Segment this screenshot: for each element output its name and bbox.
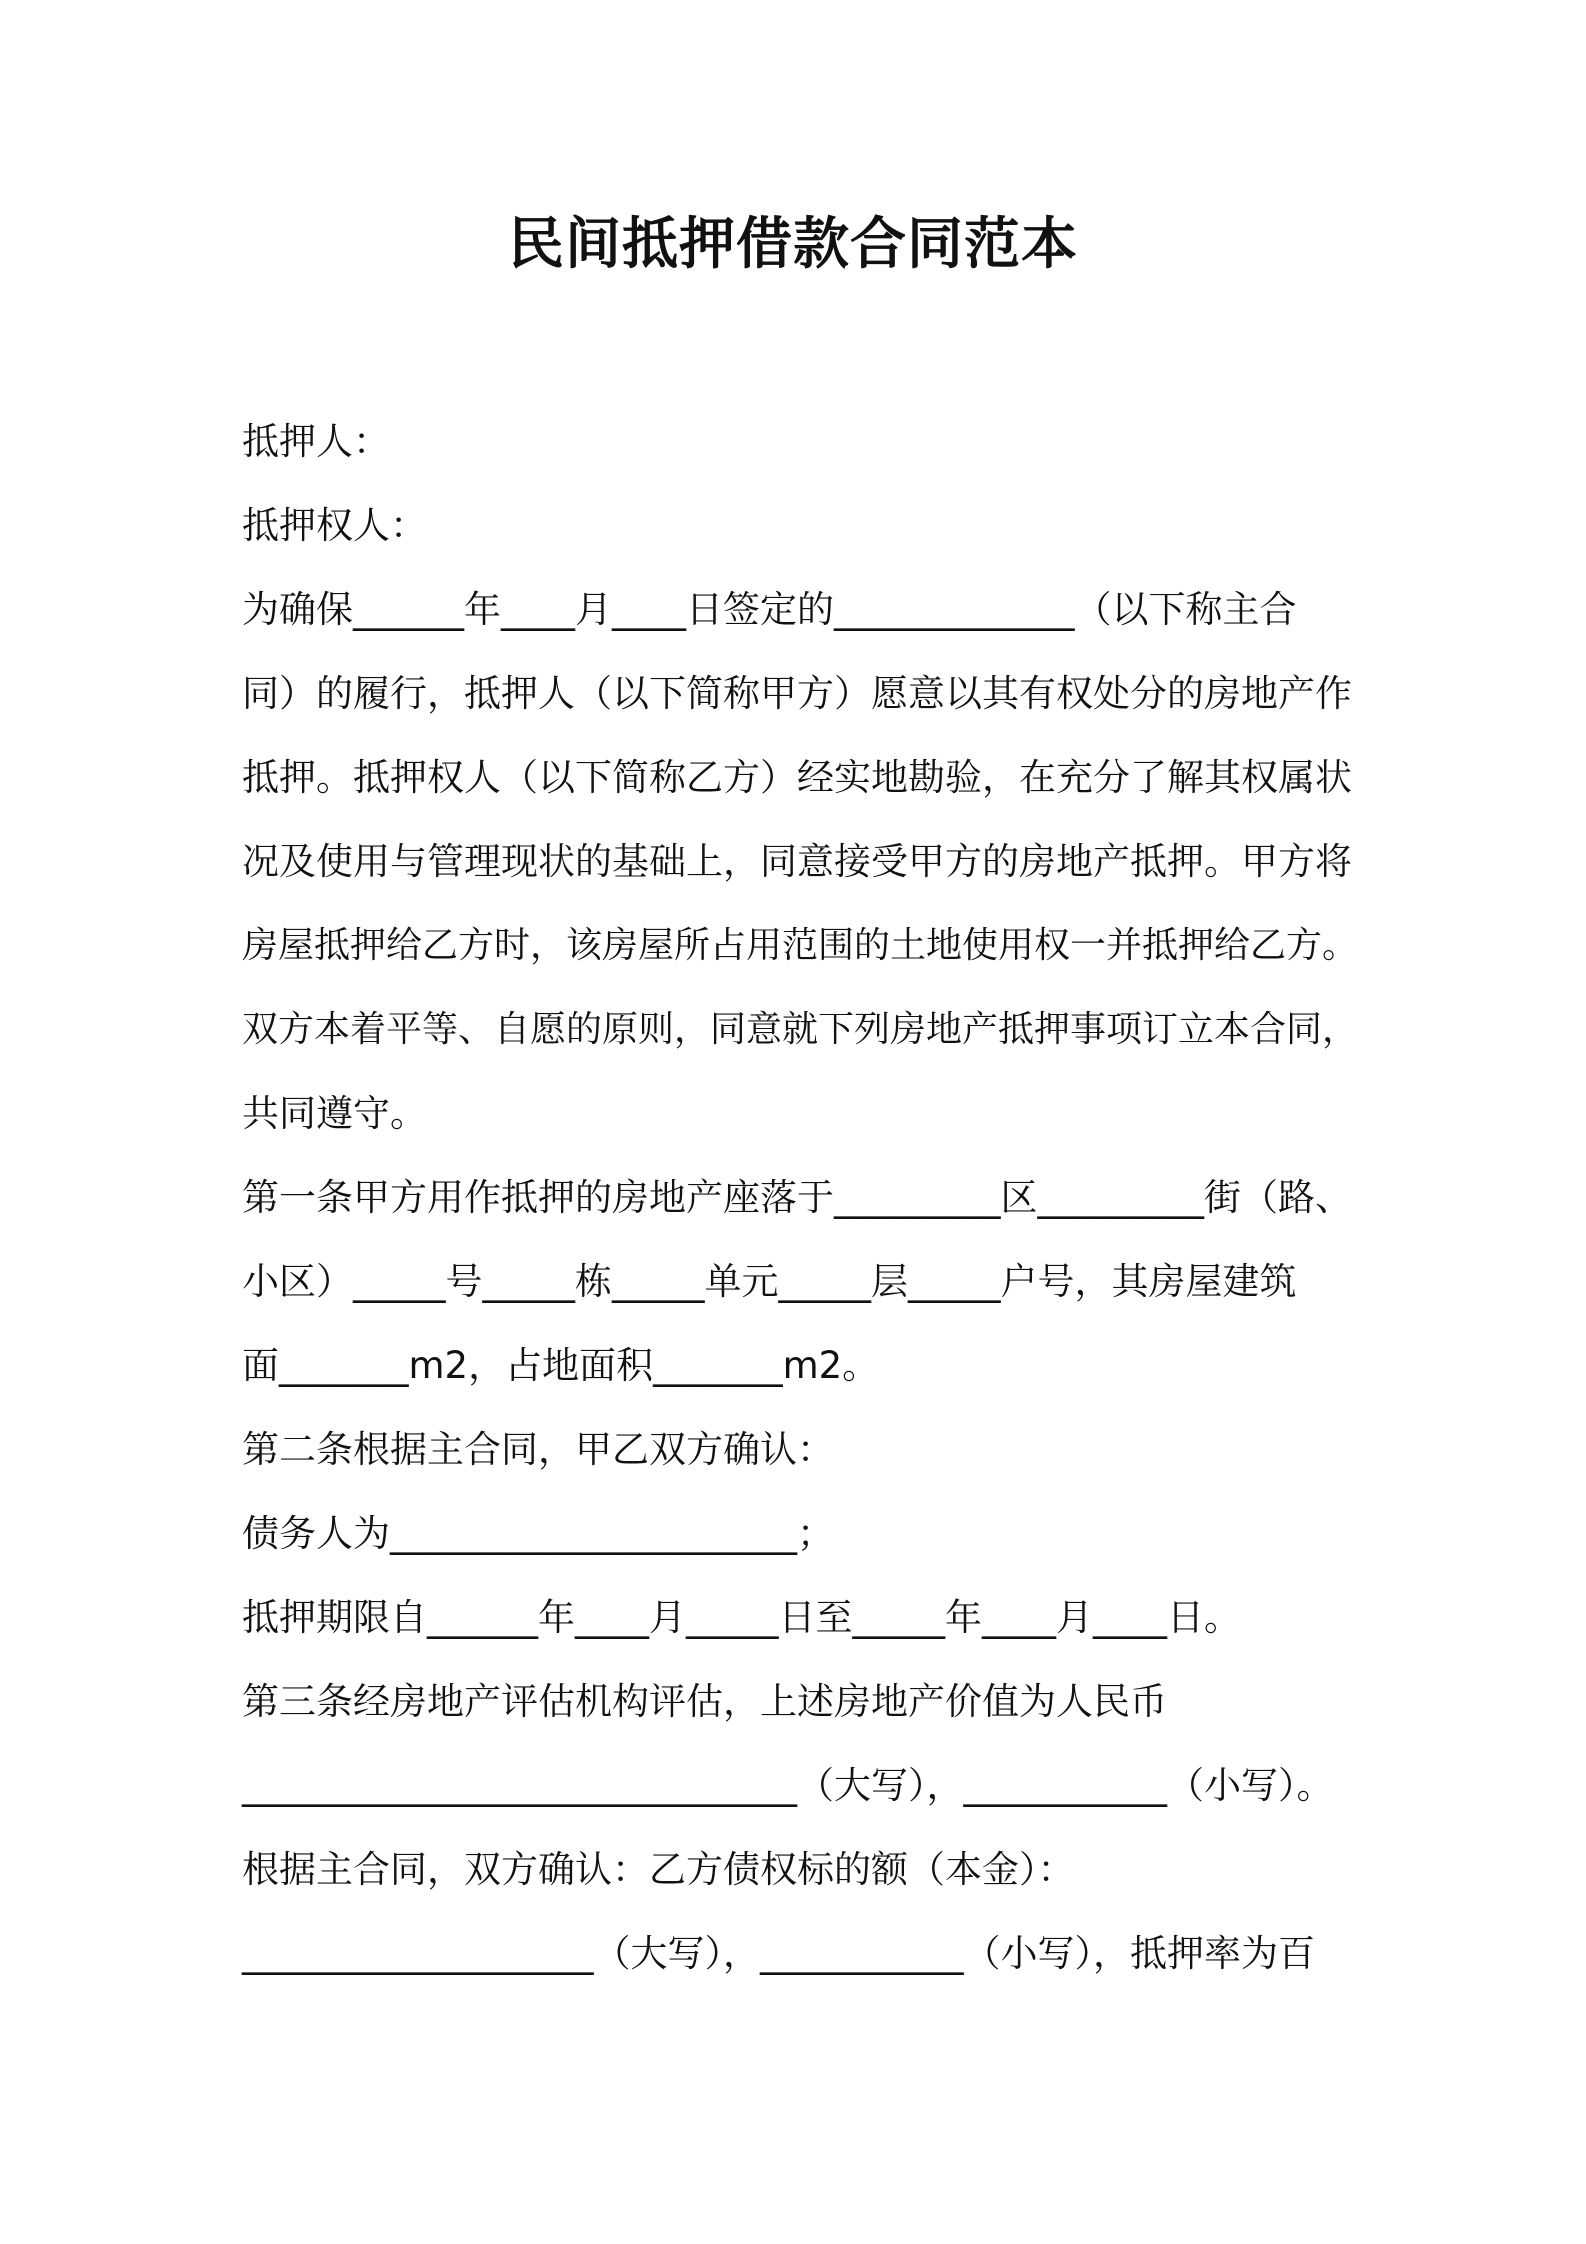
text-line: 况及使用与管理现状的基础上，同意接受甲方的房地产抵押。甲方将	[242, 840, 1352, 883]
text-line: 第三条经房地产评估机构评估，上述房地产价值为人民币	[242, 1680, 1167, 1723]
text-line: 抵押期限自______年____月_____日至_____年____月____日。	[242, 1596, 1241, 1639]
document-title: 民间抵押借款合同范本	[508, 212, 1078, 277]
text-line: 双方本着平等、自愿的原则，同意就下列房地产抵押事项订立本合同，	[242, 1009, 1359, 1050]
text-line: ___________________（大写），___________（小写），抵押率为百	[242, 1932, 1315, 1975]
text-line: 债务人为______________________；	[242, 1512, 834, 1555]
text-line: 第一条甲方用作抵押的房地产座落于_________区_________街（路、	[242, 1176, 1352, 1219]
document-body	[242, 400, 1362, 1996]
text-line: 抵押人：	[242, 420, 390, 463]
text-line: 小区）_____号_____栋_____单元_____层_____户号，其房屋建筑	[242, 1260, 1297, 1303]
text-line: 同）的履行，抵押人（以下简称甲方）愿意以其有权处分的房地产作	[242, 672, 1352, 715]
text-line: 根据主合同，双方确认：乙方债权标的额（本金）：	[242, 1848, 1075, 1891]
text-line: ______________________________（大写），___________（小写）。	[242, 1764, 1334, 1807]
text-line: 抵押权人：	[242, 504, 427, 547]
text-line: 为确保______年____月____日签定的_____________（以下称主合	[242, 588, 1297, 631]
text-line: 面_______m2，占地面积_______m2。	[242, 1344, 880, 1387]
text-line: 房屋抵押给乙方时，该房屋所占用范围的土地使用权一并抵押给乙方。	[242, 925, 1359, 966]
text-line: 第二条根据主合同，甲乙双方确认：	[242, 1428, 834, 1471]
text-line: 抵押。抵押权人（以下简称乙方）经实地勘验，在充分了解其权属状	[242, 756, 1352, 799]
text-line: 共同遵守。	[242, 1092, 427, 1135]
